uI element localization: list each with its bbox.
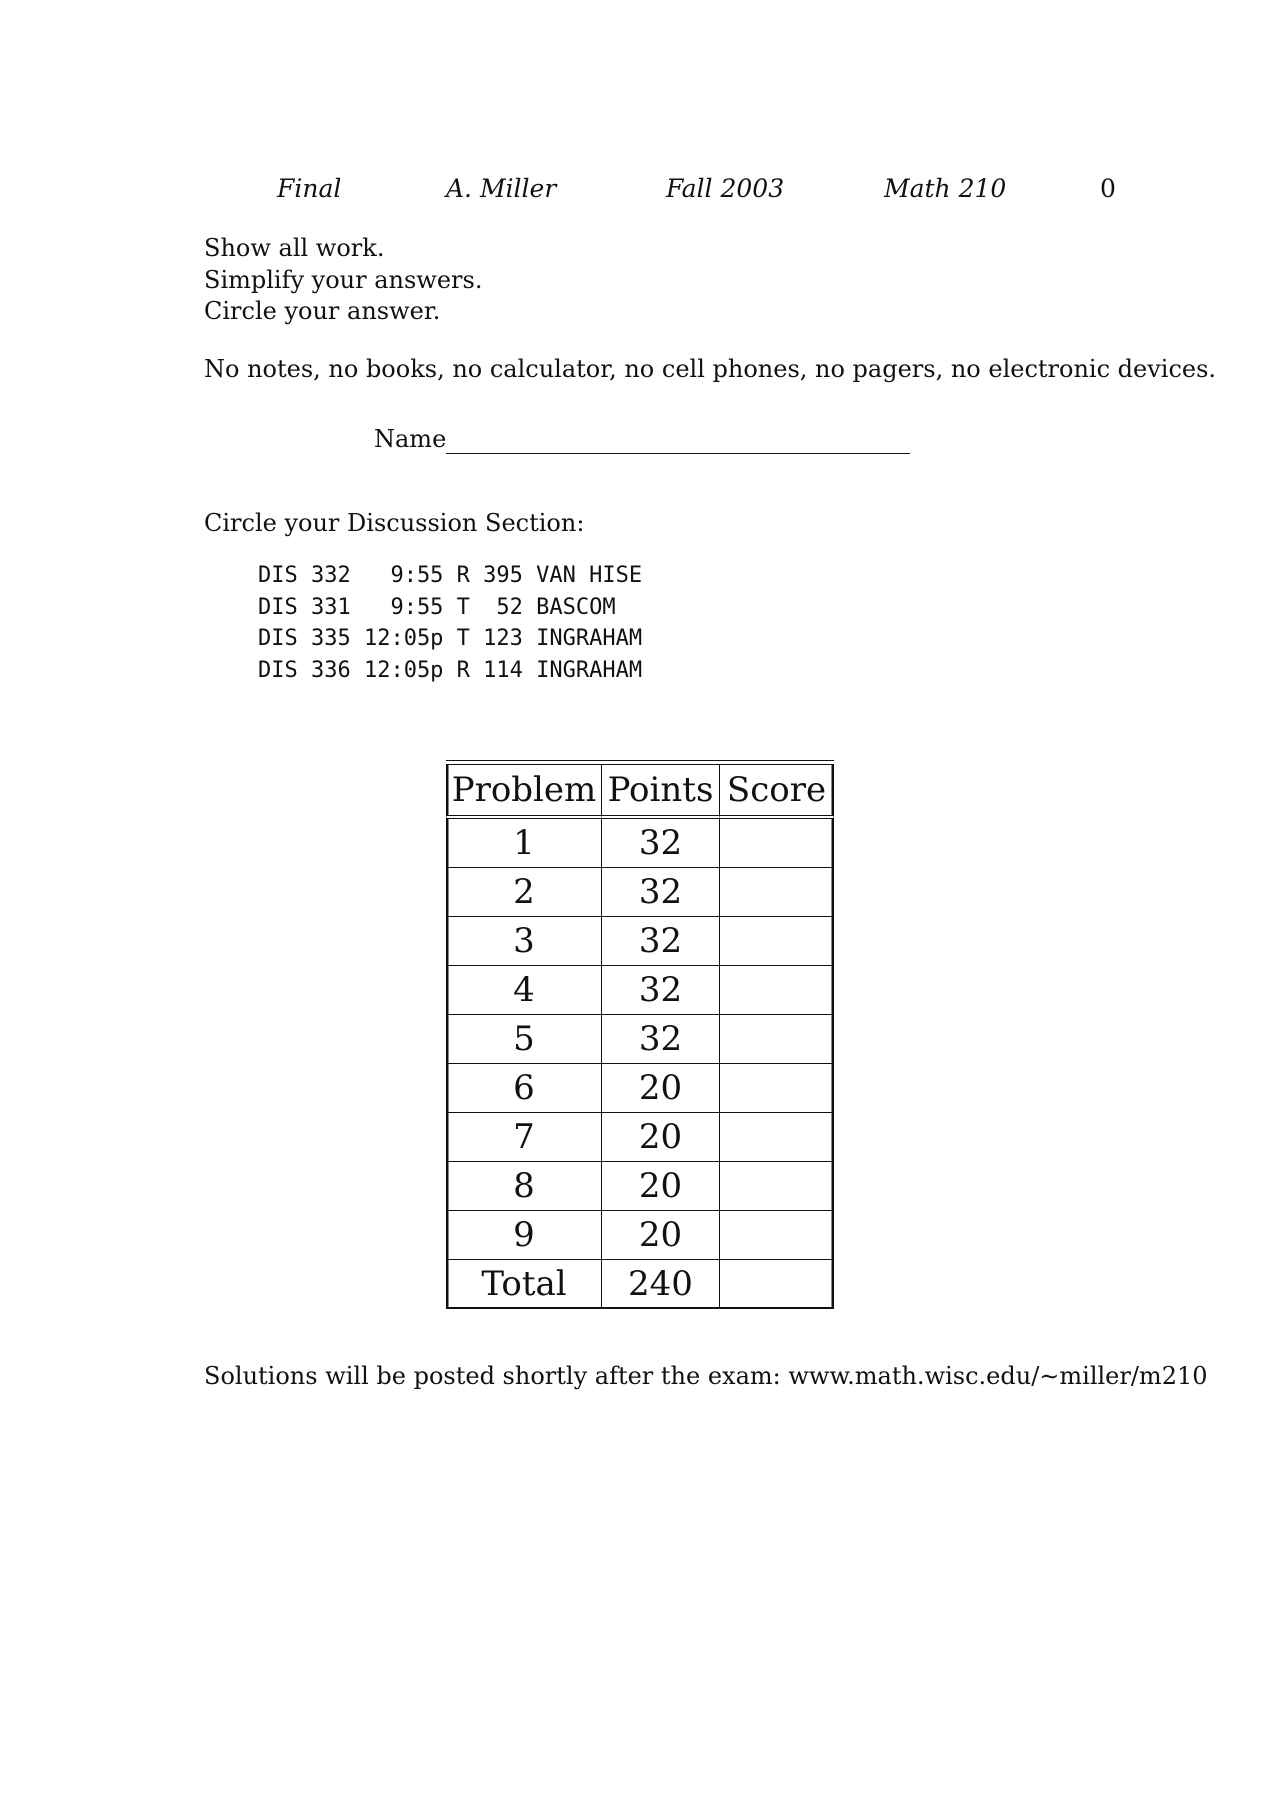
discussion-section-option[interactable]: DIS 332 9:55 R 395 VAN HISE [258, 563, 643, 588]
discussion-section-list [258, 560, 642, 686]
points-cell: 20 [602, 1113, 720, 1162]
problem-cell: 4 [446, 966, 602, 1015]
score-table-header-row [446, 764, 834, 819]
header-author: A. Miller [446, 174, 557, 203]
table-row [446, 966, 834, 1015]
table-row-total [446, 1260, 834, 1309]
name-field-row [374, 424, 910, 454]
discussion-section-heading: Circle your Discussion Section: [204, 509, 585, 537]
score-table-frame [446, 760, 834, 1308]
problem-cell: 9 [446, 1211, 602, 1260]
problem-cell: 1 [446, 819, 602, 868]
score-cell[interactable] [720, 1162, 834, 1211]
problem-cell: 3 [446, 917, 602, 966]
table-row [446, 819, 834, 868]
table-row [446, 1113, 834, 1162]
column-header-points: Points [602, 764, 720, 819]
table-row [446, 1064, 834, 1113]
name-label: Name [374, 425, 447, 453]
total-score-cell[interactable] [720, 1260, 834, 1309]
column-header-problem: Problem [446, 764, 602, 819]
score-cell[interactable] [720, 1211, 834, 1260]
instruction-line: Show all work. [204, 234, 385, 262]
score-cell[interactable] [720, 1064, 834, 1113]
score-cell[interactable] [720, 966, 834, 1015]
discussion-section-option[interactable]: DIS 335 12:05p T 123 INGRAHAM [258, 626, 643, 651]
header-page-number: 0 [1100, 174, 1116, 203]
table-row [446, 1211, 834, 1260]
column-header-score: Score [720, 764, 834, 819]
points-cell: 32 [602, 868, 720, 917]
solutions-note: Solutions will be posted shortly after the exam: www.math.wisc.edu/∼miller/m210 [204, 1362, 1208, 1390]
score-cell[interactable] [720, 1113, 834, 1162]
points-cell: 32 [602, 917, 720, 966]
header-course: Math 210 [884, 174, 1007, 203]
points-cell: 20 [602, 1162, 720, 1211]
total-points-cell: 240 [602, 1260, 720, 1309]
name-blank-line[interactable] [446, 431, 910, 454]
problem-cell: 5 [446, 1015, 602, 1064]
total-label-cell: Total [446, 1260, 602, 1309]
points-cell: 20 [602, 1211, 720, 1260]
problem-cell: 6 [446, 1064, 602, 1113]
score-cell[interactable] [720, 1015, 834, 1064]
points-cell: 32 [602, 1015, 720, 1064]
instruction-line: Simplify your answers. [204, 265, 483, 294]
score-table [446, 764, 834, 1309]
problem-cell: 8 [446, 1162, 602, 1211]
header-exam-title: Final [277, 174, 342, 203]
table-row [446, 1162, 834, 1211]
problem-cell: 7 [446, 1113, 602, 1162]
discussion-section-option[interactable]: DIS 336 12:05p R 114 INGRAHAM [258, 657, 643, 683]
score-cell[interactable] [720, 917, 834, 966]
points-cell: 32 [602, 966, 720, 1015]
restrictions-note: No notes, no books, no calculator, no cell phones, no pagers, no electronic devices. [204, 355, 1217, 383]
points-cell: 32 [602, 819, 720, 868]
table-row [446, 868, 834, 917]
score-cell[interactable] [720, 819, 834, 868]
header-term: Fall 2003 [666, 174, 785, 203]
problem-cell: 2 [446, 868, 602, 917]
points-cell: 20 [602, 1064, 720, 1113]
table-row [446, 917, 834, 966]
instructions-block [204, 233, 482, 328]
score-cell[interactable] [720, 868, 834, 917]
instruction-line: Circle your answer. [204, 297, 441, 325]
table-row [446, 1015, 834, 1064]
discussion-section-option[interactable]: DIS 331 9:55 T 52 BASCOM [258, 594, 616, 620]
